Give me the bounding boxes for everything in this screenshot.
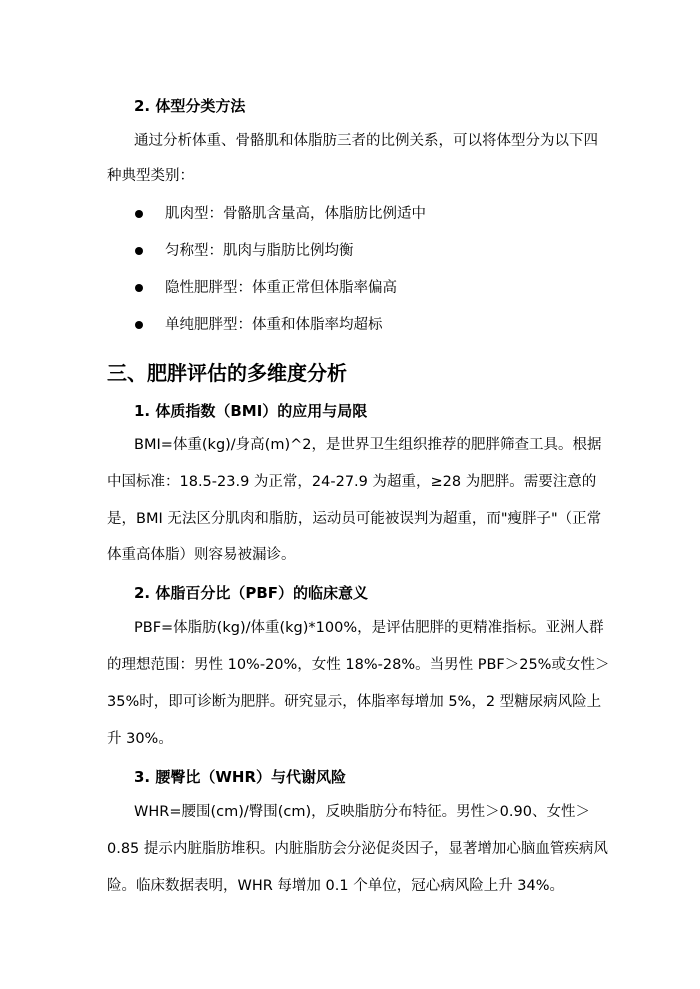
section-heading-pbf: 2. 体脂百分比（PBF）的临床意义 [134,584,369,602]
paragraph-line: 升 30%。 [107,731,173,747]
paragraph-line: 的理想范围：男性 10%-20%，女性 18%-28%。当男性 PBF＞25%或女性＞ [107,657,610,673]
bullet-icon [135,284,143,292]
list-item-text: 匀称型：肌肉与脂肪比例均衡 [165,243,354,259]
chapter-heading: 三、肥胖评估的多维度分析 [107,361,347,385]
section-heading-body-type: 2. 体型分类方法 [134,97,246,115]
section-heading-whr: 3. 腰臀比（WHR）与代谢风险 [134,768,347,786]
paragraph-line: 通过分析体重、骨骼肌和体脂肪三者的比例关系，可以将体型分为以下四 [134,133,598,149]
list-item [134,204,614,224]
bullet-icon [135,210,143,218]
paragraph-line: 35%时，即可诊断为肥胖。研究显示，体脂率每增加 5%，2 型糖尿病风险上 [107,694,602,710]
paragraph-line: 种典型类别： [107,168,194,184]
bullet-icon [135,321,143,329]
paragraph-line: 体重高体脂）则容易被漏诊。 [107,547,296,563]
list-item [134,315,614,335]
paragraph-line: PBF=体脂肪(kg)/体重(kg)*100%，是评估肥胖的更精准指标。亚洲人群 [134,620,604,636]
list-item-text: 隐性肥胖型：体重正常但体脂率偏高 [165,280,397,296]
list-item [134,241,614,261]
list-item-text: 单纯肥胖型：体重和体脂率均超标 [165,317,383,333]
section-heading-bmi: 1. 体质指数（BMI）的应用与局限 [134,402,368,420]
paragraph-line: 是，BMI 无法区分肌肉和脂肪，运动员可能被误判为超重，而"瘦胖子"（正常 [107,511,602,527]
paragraph-line: 0.85 提示内脏脂肪堆积。内脏脂肪会分泌促炎因子，显著增加心脑血管疾病风 [107,841,608,857]
paragraph-line: WHR=腰围(cm)/臀围(cm)，反映脂肪分布特征。男性＞0.90、女性＞ [134,804,590,820]
paragraph-line: 中国标准：18.5-23.9 为正常，24-27.9 为超重，≥28 为肥胖。需要注意的 [107,474,597,490]
bullet-icon [135,247,143,255]
list-item [134,278,614,298]
list-item-text: 肌肉型：骨骼肌含量高，体脂肪比例适中 [165,206,426,222]
paragraph-line: BMI=体重(kg)/身高(m)^2，是世界卫生组织推荐的肥胖筛查工具。根据 [134,437,602,453]
paragraph-line: 险。临床数据表明，WHR 每增加 0.1 个单位，冠心病风险上升 34%。 [107,878,565,894]
